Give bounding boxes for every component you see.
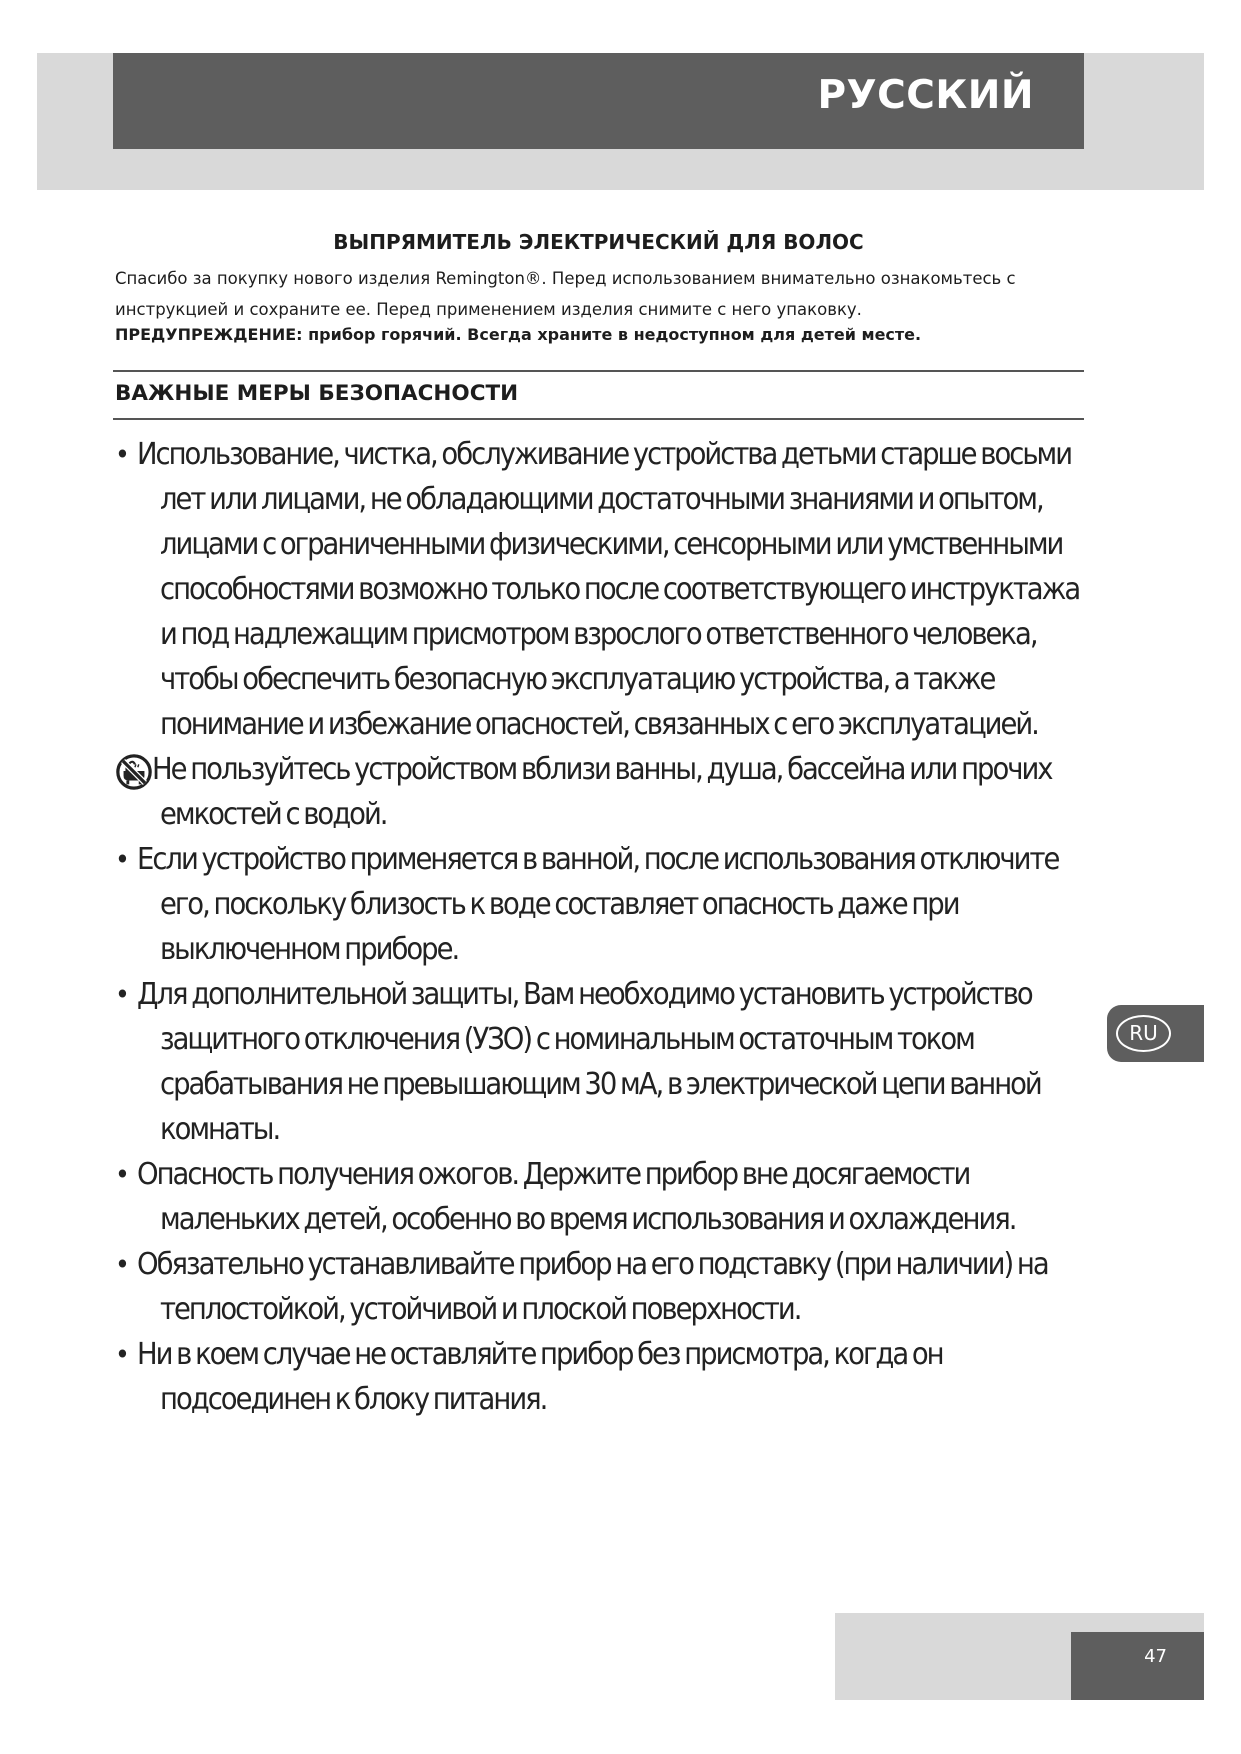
item-text: емкостей с водой. [160,797,387,832]
no-bath-icon [115,753,153,791]
bullet: • [115,1248,128,1281]
language-bar [113,53,1084,149]
bullet: • [115,978,128,1011]
bullet: • [115,1338,128,1371]
item-text: восьми лет или лицами, не обладающими достаточными знаниями и опытом, лицами с ограниченными физическими, сенсорными или умственными способностями возможно только после соответствующего инструктажа и под надлежащим присмотром взрослого ответственного человека, чтобы обеспечить безопасную эксплуатацию устройства, а также понимание и избежание опасностей, связанных с его эксплуатацией. [160,437,1080,742]
list-item [115,432,1095,747]
section-rule-bottom [113,418,1084,420]
item-lead: Для дополнительной защиты, Вам необходимо установить устройство [137,977,1032,1012]
page-number-box [1071,1632,1204,1700]
warning-text: ПРЕДУПРЕЖДЕНИЕ: прибор горячий. Всегда храните в недоступном для детей месте. [115,325,922,344]
item-lead: Опасность получения ожогов. Держите прибор вне досягаемости [137,1157,970,1192]
list-item [115,972,1095,1152]
item-text: маленьких детей, особенно во время использования и охлаждения. [160,1202,1016,1237]
item-lead: Ни в коем случае не оставляйте прибор без присмотра, когда он [137,1337,943,1372]
page-number: 47 [1144,1646,1167,1667]
item-text: теплостойкой, устойчивой и плоской поверхности. [160,1292,801,1327]
section-rule-top [113,370,1084,372]
bullet: • [115,1158,128,1191]
bullet: • [115,843,128,876]
document-title: ВЫПРЯМИТЕЛЬ ЭЛЕКТРИЧЕСКИЙ ДЛЯ ВОЛОС [333,230,864,254]
list-item [115,1332,1095,1422]
safety-list [115,432,1095,1422]
language-title: РУССКИЙ [817,73,1034,118]
item-lead: Использование, чистка, обслуживание устройства детьми старше [137,437,976,472]
item-lead: Не пользуйтесь устройством вблизи ванны, душа, бассейна или прочих [152,752,1052,787]
list-item [115,837,1095,972]
item-text: защитного отключения (УЗО) с номинальным остаточным током срабатывания не превышающим 30 мА, в электрической цепи ванной комнаты. [160,1022,1041,1147]
section-heading: ВАЖНЫЕ МЕРЫ БЕЗОПАСНОСТИ [115,381,519,406]
item-lead: Если устройство применяется в ванной, после использования отключите [137,842,1059,877]
intro-text: Спасибо за покупку нового изделия Remington®. Перед использованием внимательно ознакомьтесь с инструкцией и сохраните ее. Перед применением изделия снимите с него упаковку. [115,269,1016,319]
bullet: • [115,438,128,471]
language-badge: RU [1116,1015,1171,1052]
list-item [115,1152,1095,1242]
item-text: подсоединен к блоку питания. [160,1382,547,1417]
language-side-tab [1107,1005,1204,1062]
list-item [115,747,1095,837]
item-text: его, поскольку близость к воде составляет опасность даже при выключенном приборе. [160,887,959,967]
item-lead: Обязательно устанавливайте прибор на его подставку (при наличии) на [137,1247,1048,1282]
list-item [115,1242,1095,1332]
